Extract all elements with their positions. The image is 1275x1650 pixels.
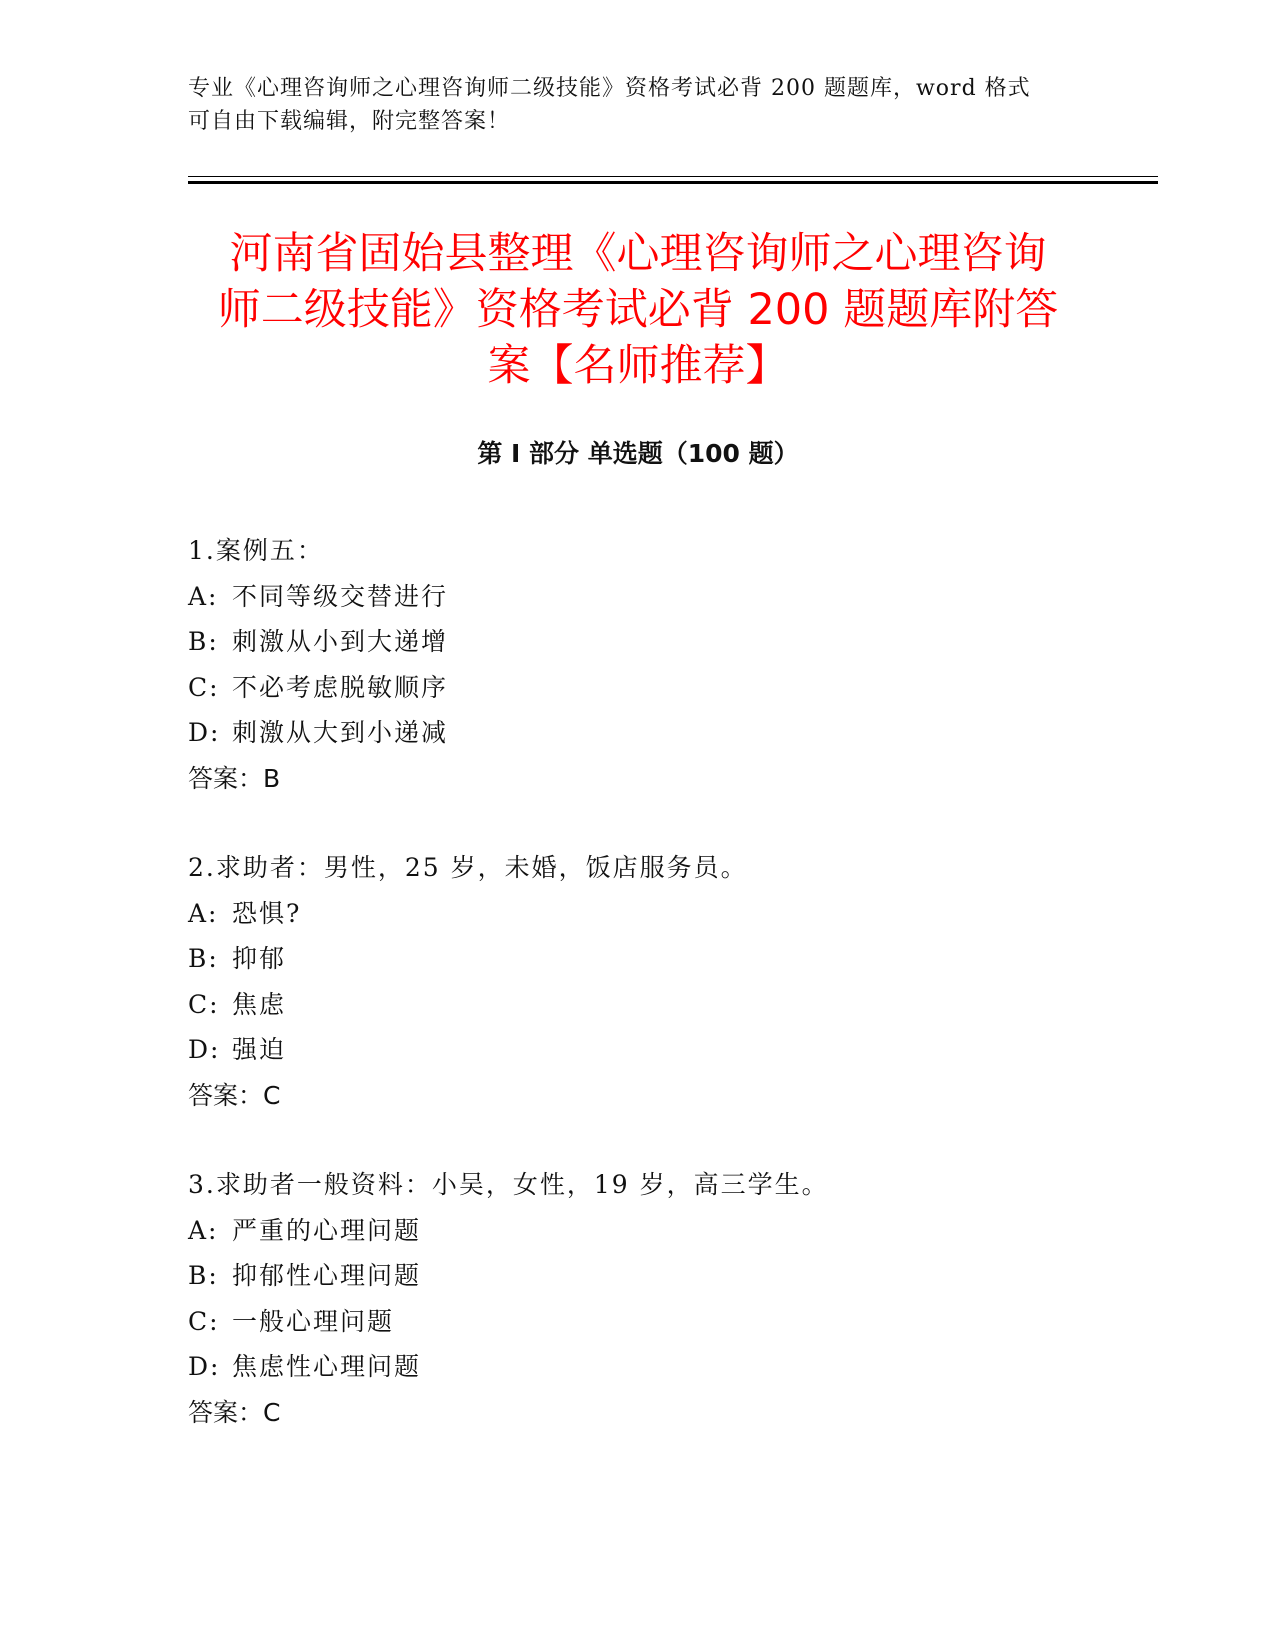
document-title-line-1: 河南省固始县整理《心理咨询师之心理咨询	[229, 229, 1047, 279]
question-2	[188, 845, 1088, 1118]
option-key: C:	[188, 989, 220, 1019]
option-text: 不必考虑脱敏顺序	[232, 672, 449, 702]
header-divider-thick	[188, 181, 1158, 184]
option-d	[188, 710, 1088, 756]
option-text: 强迫	[232, 1035, 287, 1064]
header-note-line-1: 专业《心理咨询师之心理咨询师二级技能》资格考试必背 200 题题库，word 格式	[188, 76, 1031, 101]
option-b	[188, 1253, 1088, 1299]
option-key: A:	[188, 1215, 219, 1245]
document-title	[188, 226, 1088, 394]
option-c	[188, 982, 1088, 1028]
question-stem: 2.求助者：男性，25 岁，未婚，饭店服务员。	[188, 853, 748, 882]
option-text: 一般心理问题	[232, 1306, 395, 1336]
option-text: 恐惧?	[232, 898, 302, 928]
option-d	[188, 1027, 1088, 1073]
answer: 答案：C	[188, 1397, 281, 1427]
option-key: B:	[188, 944, 219, 973]
option-c	[188, 665, 1088, 711]
option-text: 不同等级交替进行	[232, 581, 449, 611]
option-a	[188, 574, 1088, 620]
header-note-line-2: 可自由下载编辑，附完整答案！	[188, 109, 511, 134]
option-text: 抑郁	[232, 944, 287, 973]
header-note	[188, 72, 1068, 138]
option-key: A:	[188, 898, 219, 928]
option-key: A:	[188, 581, 219, 611]
option-key: D:	[188, 1035, 221, 1064]
option-c	[188, 1299, 1088, 1345]
question-3	[188, 1162, 1088, 1435]
option-key: B:	[188, 1261, 219, 1290]
question-list	[188, 528, 1088, 1479]
option-a	[188, 891, 1088, 937]
section-title: 第 I 部分 单选题（100 题）	[477, 439, 799, 468]
option-b	[188, 619, 1088, 665]
answer: 答案：C	[188, 1080, 281, 1110]
question-1	[188, 528, 1088, 801]
option-text: 焦虑性心理问题	[232, 1352, 422, 1381]
option-text: 抑郁性心理问题	[232, 1261, 422, 1290]
option-text: 刺激从小到大递增	[232, 627, 449, 656]
option-b	[188, 936, 1088, 982]
option-key: C:	[188, 1306, 220, 1336]
option-text: 严重的心理问题	[232, 1215, 422, 1245]
document-title-line-2: 师二级技能》资格考试必背 200 题题库附答	[217, 285, 1059, 335]
header-divider-thin	[188, 176, 1158, 177]
option-key: B:	[188, 627, 219, 656]
option-d	[188, 1344, 1088, 1390]
document-title-line-3: 案【名师推荐】	[487, 341, 789, 391]
option-text: 焦虑	[232, 989, 287, 1019]
option-a	[188, 1208, 1088, 1254]
question-stem: 3.求助者一般资料：小吴，女性，19 岁，高三学生。	[188, 1170, 829, 1199]
option-key: D:	[188, 1352, 221, 1381]
option-key: D:	[188, 718, 221, 747]
question-stem: 1.案例五：	[188, 536, 324, 565]
option-key: C:	[188, 672, 220, 702]
answer: 答案：B	[188, 763, 281, 793]
option-text: 刺激从大到小递减	[232, 718, 449, 747]
